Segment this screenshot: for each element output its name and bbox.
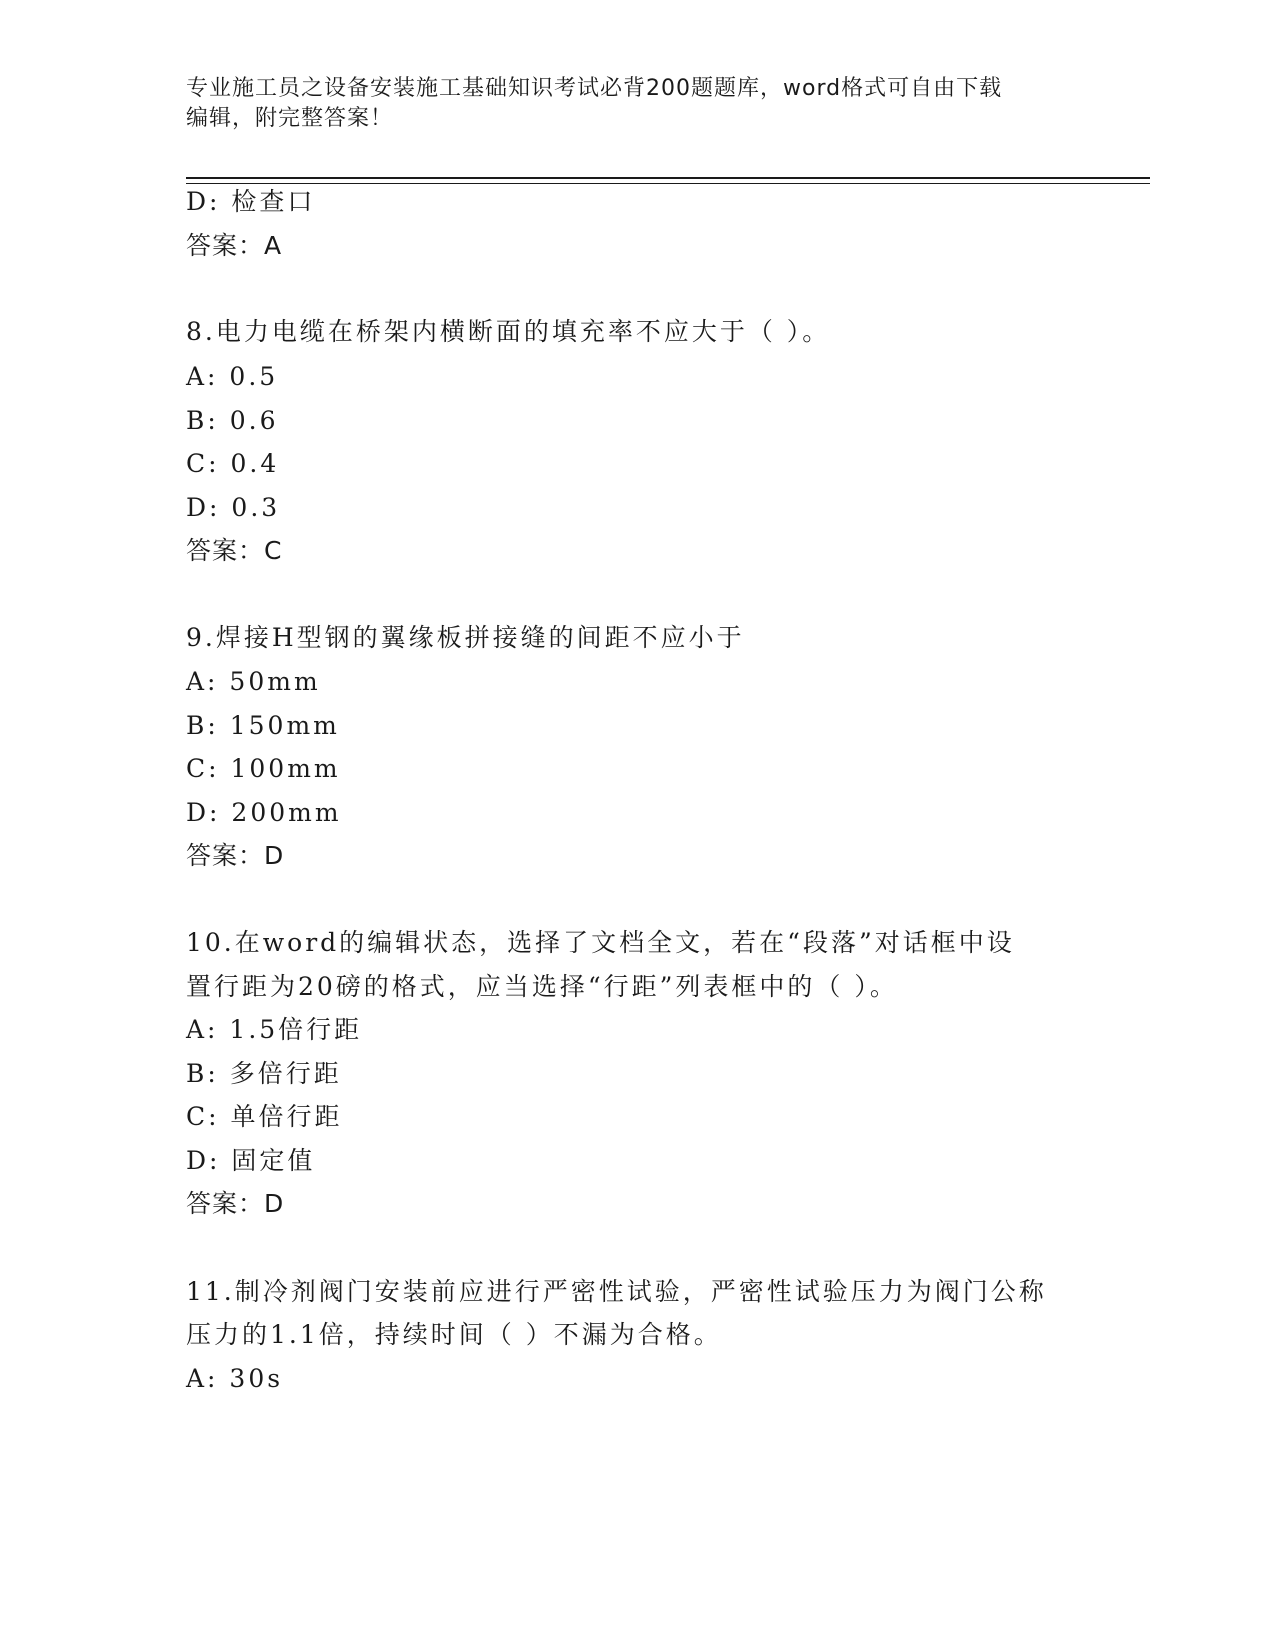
question-8-option-b: B: 0.6 [186, 406, 279, 435]
question-8-option-c: C: 0.4 [186, 449, 280, 478]
question-10-stem-line-1: 10.在word的编辑状态，选择了文档全文，若在“段落”对话框中设 [186, 928, 1015, 957]
prev-option-d: D: 检查口 [186, 187, 316, 216]
question-11-stem-line-2: 压力的1.1倍，持续时间（ ）不漏为合格。 [186, 1320, 722, 1349]
question-9-stem: 9.焊接H型钢的翼缘板拼接缝的间距不应小于 [186, 623, 745, 652]
question-11-option-a: A: 30s [186, 1364, 284, 1393]
question-10-option-c: C: 单倍行距 [186, 1102, 343, 1131]
question-9-option-a: A: 50mm [186, 667, 321, 696]
document-header [186, 74, 1086, 134]
question-10-option-b: B: 多倍行距 [186, 1059, 342, 1088]
question-10-stem-line-2: 置行距为20磅的格式，应当选择“行距”列表框中的（ ）。 [186, 972, 898, 1001]
header-divider-thin [186, 183, 1150, 184]
question-8-stem: 8.电力电缆在桥架内横断面的填充率不应大于（ ）。 [186, 317, 831, 346]
question-10-option-a: A: 1.5倍行距 [186, 1015, 363, 1044]
question-8-option-a: A: 0.5 [186, 362, 279, 391]
question-11-stem-line-1: 11.制冷剂阀门安装前应进行严密性试验，严密性试验压力为阀门公称 [186, 1277, 1047, 1306]
question-9-option-b: B: 150mm [186, 711, 340, 740]
prev-answer: 答案：A [186, 231, 283, 260]
question-8-option-d: D: 0.3 [186, 493, 281, 522]
question-10-option-d: D: 固定值 [186, 1146, 316, 1175]
question-9-option-d: D: 200mm [186, 798, 342, 827]
header-divider-thick [186, 177, 1150, 179]
question-9-option-c: C: 100mm [186, 754, 341, 783]
header-title-line-1: 专业施工员之设备安装施工基础知识考试必背200题题库，word格式可自由下载 [186, 76, 1003, 101]
header-title-line-2: 编辑，附完整答案！ [186, 106, 394, 131]
question-8-answer: 答案：C [186, 536, 283, 565]
question-9-answer: 答案：D [186, 841, 285, 870]
question-10-answer: 答案：D [186, 1189, 285, 1218]
